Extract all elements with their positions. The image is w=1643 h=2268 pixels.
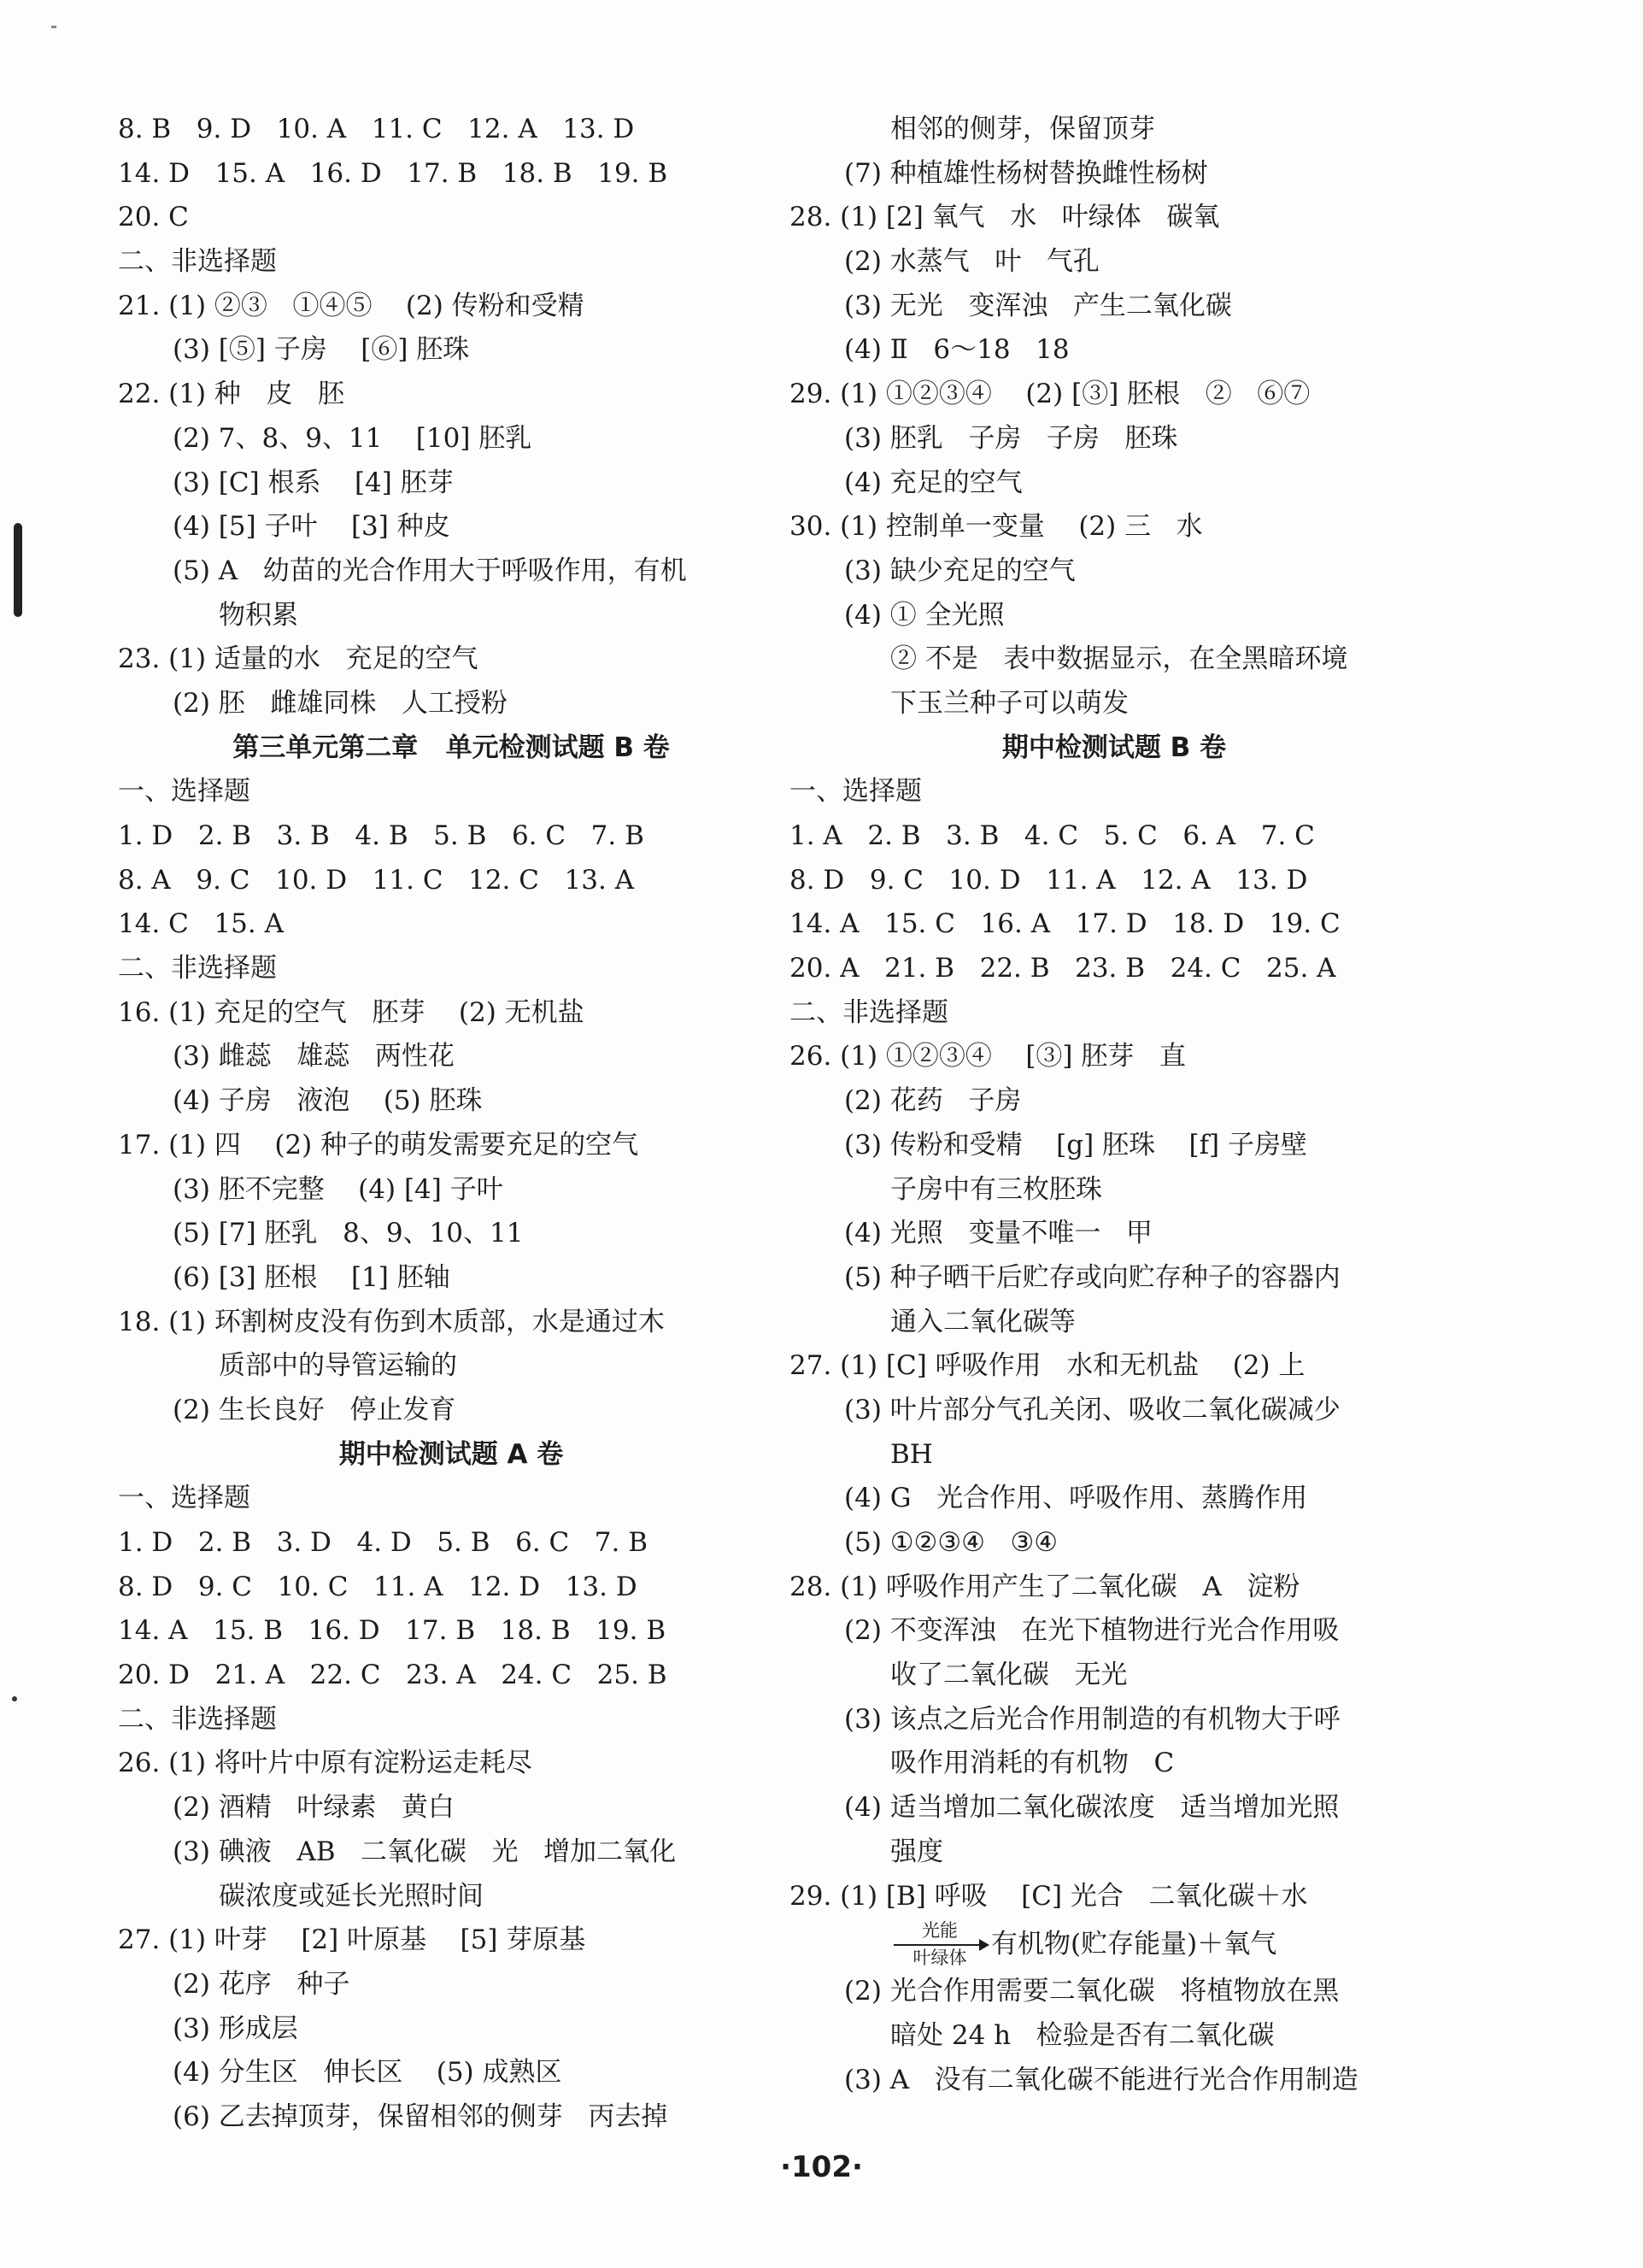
answer-line: 一、选择题: [789, 776, 922, 808]
answer-line: 27. (1) [C] 呼吸作用 水和无机盐 (2) 上: [789, 1350, 1306, 1382]
right-column-lower: [789, 1970, 1439, 2102]
answer-line: 通入二氧化碳等: [890, 1306, 1076, 1337]
answer-line: BH: [890, 1438, 933, 1470]
answer-line: 16. (1) 充足的空气 胚芽 (2) 无机盐: [118, 996, 584, 1028]
answer-line: 26. (1) 将叶片中原有淀粉运走耗尽: [118, 1748, 532, 1779]
answer-line: 吸作用消耗的有机物 C: [890, 1748, 1175, 1779]
answer-line: (5) ①②③④ ③④: [844, 1527, 1059, 1558]
scan-speck: [51, 26, 56, 28]
answer-line: 二、非选择题: [118, 246, 277, 278]
answer-line: (3) 形成层: [173, 2012, 298, 2044]
answer-line: (2) 不变浑浊 在光下植物进行光合作用吸: [844, 1615, 1340, 1647]
answer-line: (5) A 幼苗的光合作用大于呼吸作用，有机: [173, 555, 687, 586]
answer-line: (3) 碘液 AB 二氧化碳 光 增加二氧化: [173, 1836, 677, 1867]
answer-line: (3) [C] 根系 [4] 胚芽: [173, 467, 454, 498]
answer-line: 暗处 24 h 检验是否有二氧化碳: [890, 2019, 1275, 2051]
answer-line: (4) ① 全光照: [844, 599, 1005, 631]
answer-line: (3) 传粉和受精 [g] 胚珠 [f] 子房壁: [844, 1129, 1307, 1160]
answer-line: (4) 光照 变量不唯一 甲: [844, 1218, 1153, 1249]
answer-line: 子房中有三枚胚珠: [890, 1173, 1102, 1205]
answer-line: (4) 充足的空气: [844, 467, 1023, 498]
answer-line: (3) A 没有二氧化碳不能进行光合作用制造: [844, 2064, 1358, 2095]
answer-line: (6) [3] 胚根 [1] 胚轴: [173, 1261, 450, 1293]
answer-line: (5) 种子晒干后贮存或向贮存种子的容器内: [844, 1261, 1341, 1293]
answer-line: ② 不是 表中数据显示，在全黑暗环境: [890, 643, 1348, 675]
reaction-arrow: [890, 1918, 989, 1970]
answer-line: 14. A 15. B 16. D 17. B 18. B 19. B: [118, 1615, 666, 1647]
answer-line: 30. (1) 控制单一变量 (2) 三 水: [789, 511, 1203, 543]
answer-line: (3) 该点之后光合作用制造的有机物大于呼: [844, 1703, 1341, 1735]
left-column: [118, 108, 784, 2140]
section-heading: 第三单元第二章 单元检测试题 B 卷: [232, 732, 670, 763]
answer-line: 20. C: [118, 202, 189, 233]
answer-line: 下玉兰种子可以萌发: [890, 687, 1129, 719]
arrow-line: [894, 1944, 983, 1946]
answer-line: 强度: [890, 1836, 943, 1867]
answer-line: (4) Ⅱ 6～18 18: [844, 334, 1070, 366]
section-heading: 期中检测试题 A 卷: [338, 1438, 564, 1470]
answer-line: (2) 7、8、9、11 [10] 胚乳: [173, 422, 532, 454]
answer-line: (2) 水蒸气 叶 气孔: [844, 246, 1100, 278]
answer-line: 14. C 15. A: [118, 908, 284, 940]
answer-line: 21. (1) ②③ ①④⑤ (2) 传粉和受精: [118, 290, 584, 321]
answer-line: (3) 雌蕊 雄蕊 两性花: [173, 1041, 455, 1072]
answer-line: 8. D 9. C 10. C 11. A 12. D 13. D: [118, 1571, 637, 1602]
answer-line: 23. (1) 适量的水 充足的空气: [118, 643, 478, 675]
answer-line: (4) 子房 液泡 (5) 胚珠: [173, 1085, 483, 1117]
answer-line: (2) 酒精 叶绿素 黄白: [173, 1792, 455, 1824]
answer-line: 17. (1) 四 (2) 种子的萌发需要充足的空气: [118, 1129, 639, 1160]
equation-products: 有机物(贮存能量)＋氧气: [991, 1929, 1277, 1960]
answer-line: 一、选择题: [118, 776, 250, 808]
answer-line: 29. (1) [B] 呼吸 [C] 光合 二氧化碳＋水: [789, 1880, 1308, 1912]
answer-line: 20. D 21. A 22. C 23. A 24. C 25. B: [118, 1660, 667, 1691]
answer-line: (6) 乙去掉顶芽，保留相邻的侧芽 丙去掉: [173, 2101, 668, 2132]
answer-line: 收了二氧化碳 无光: [890, 1660, 1128, 1691]
arrow-condition-light: 光能: [922, 1920, 958, 1942]
answer-line: 二、非选择题: [118, 1703, 277, 1735]
section-heading: 期中检测试题 B 卷: [1001, 732, 1227, 763]
answer-line: 二、非选择题: [118, 953, 277, 984]
answer-line: 1. D 2. B 3. B 4. B 5. B 6. C 7. B: [118, 820, 644, 851]
answer-line: 20. A 21. B 22. B 23. B 24. C 25. A: [789, 953, 1336, 984]
answer-line: (3) [⑤] 子房 [⑥] 胚珠: [173, 334, 470, 366]
answer-line: (2) 花药 子房: [844, 1085, 1022, 1117]
answer-line: 质部中的导管运输的: [219, 1350, 457, 1382]
answer-line: 8. B 9. D 10. A 11. C 12. A 13. D: [118, 114, 635, 144]
answer-line: 8. D 9. C 10. D 11. A 12. A 13. D: [789, 864, 1308, 896]
answer-line: 碳浓度或延长光照时间: [219, 1880, 484, 1912]
answer-line: (4) 分生区 伸长区 (5) 成熟区: [173, 2057, 562, 2089]
answer-line: (3) 无光 变浑浊 产生二氧化碳: [844, 290, 1232, 321]
arrow-condition-chloroplast: 叶绿体: [912, 1948, 967, 1969]
answer-line: (4) [5] 子叶 [3] 种皮: [173, 511, 450, 543]
answer-line: 28. (1) 呼吸作用产生了二氧化碳 A 淀粉: [789, 1571, 1300, 1602]
page-number: ·102·: [780, 2150, 863, 2184]
answer-line: (4) G 光合作用、呼吸作用、蒸腾作用: [844, 1483, 1308, 1514]
answer-line: (3) 缺少充足的空气: [844, 555, 1076, 586]
answer-line: (3) 胚乳 子房 子房 胚珠: [844, 422, 1178, 454]
answer-line: 1. D 2. B 3. D 4. D 5. B 6. C 7. B: [118, 1527, 648, 1558]
answer-line: (7) 种植雄性杨树替换雌性杨树: [844, 157, 1208, 189]
answer-line: 8. A 9. C 10. D 11. C 12. C 13. A: [118, 864, 635, 896]
answer-line: 物积累: [219, 599, 298, 631]
answer-line: (4) 适当增加二氧化碳浓度 适当增加光照: [844, 1792, 1340, 1824]
answer-line: 18. (1) 环割树皮没有伤到木质部，水是通过木: [118, 1306, 665, 1337]
scan-mark: [14, 523, 22, 617]
answer-line: (2) 生长良好 停止发育: [173, 1394, 456, 1425]
answer-line: (5) [7] 胚乳 8、9、10、11: [173, 1218, 524, 1249]
answer-line: 27. (1) 叶芽 [2] 叶原基 [5] 芽原基: [118, 1924, 586, 1956]
right-column-upper: [789, 108, 1439, 1918]
scan-dot: [12, 1696, 17, 1701]
answer-line: 14. D 15. A 16. D 17. B 18. B 19. B: [118, 157, 668, 189]
answer-line: (2) 胚 雌雄同株 人工授粉: [173, 687, 508, 719]
answer-line: (3) 叶片部分气孔关闭、吸收二氧化碳减少: [844, 1394, 1341, 1425]
answer-line: 相邻的侧芽，保留顶芽: [890, 114, 1155, 144]
photosynthesis-equation: [789, 1918, 1439, 1970]
answer-line: 14. A 15. C 16. A 17. D 18. D 19. C: [789, 908, 1341, 940]
answer-line: 22. (1) 种 皮 胚: [118, 379, 345, 410]
answer-line: (2) 花序 种子: [173, 1968, 350, 2000]
right-column: [789, 108, 1439, 2102]
answer-line: 28. (1) [2] 氧气 水 叶绿体 碳氧: [789, 202, 1220, 233]
answer-line: 26. (1) ①②③④ [③] 胚芽 直: [789, 1041, 1186, 1072]
answer-line: 二、非选择题: [789, 996, 948, 1028]
answer-line: (2) 光合作用需要二氧化碳 将植物放在黑: [844, 1976, 1340, 2007]
answer-line: 29. (1) ①②③④ (2) [③] 胚根 ② ⑥⑦: [789, 379, 1311, 410]
answer-line: 一、选择题: [118, 1483, 250, 1514]
answer-line: 1. A 2. B 3. B 4. C 5. C 6. A 7. C: [789, 820, 1315, 851]
answer-line: (3) 胚不完整 (4) [4] 子叶: [173, 1173, 503, 1205]
